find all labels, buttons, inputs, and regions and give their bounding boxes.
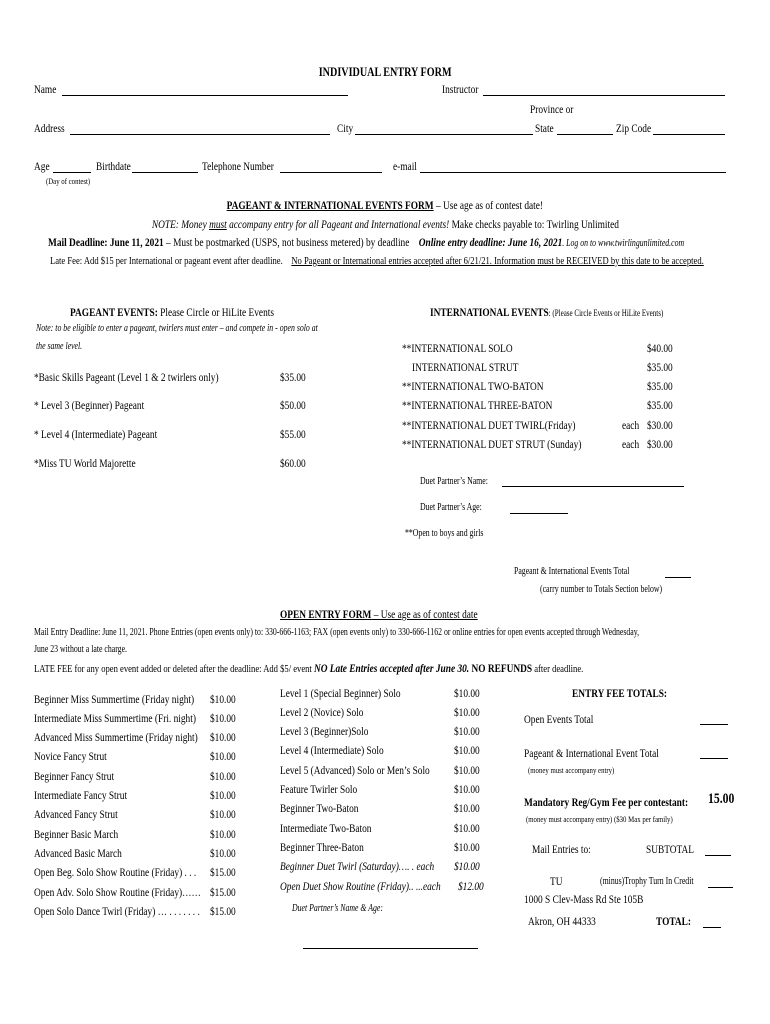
- intl-item-price: $40.00: [647, 341, 673, 355]
- totals-money-note: (money must accompany entry): [528, 766, 615, 775]
- trophy-field[interactable]: [708, 887, 733, 888]
- open-note: **Open to boys and girls: [405, 528, 484, 539]
- open-event-price: $15.00: [210, 904, 236, 918]
- money-note-b: accompany entry for all Pageant and International events!: [226, 217, 449, 231]
- city-label: City: [337, 121, 354, 135]
- no-entries: No Pageant or International entries accepted after 6/21/21. Information must be RECEIVED by this date to be accepted.: [291, 255, 704, 267]
- duet-partner-field[interactable]: [303, 948, 478, 949]
- instructor-field[interactable]: [483, 95, 725, 96]
- intl-item-price: $35.00: [647, 379, 673, 393]
- open-event-name[interactable]: Open Adv. Solo Show Routine (Friday)……: [34, 885, 201, 899]
- trophy-label: (minus)Trophy Turn In Credit: [600, 876, 694, 887]
- open-event-price: $10.00: [210, 769, 236, 783]
- pageant-item-name[interactable]: * Level 3 (Beginner) Pageant: [34, 398, 145, 412]
- open-event-price: $10.00: [454, 705, 480, 719]
- open-late-fee: LATE FEE for any open event added or deleted after the deadline: Add $5/ event: [34, 663, 314, 675]
- mail-deadline-rest: – Must be postmarked (USPS, not business metered) by deadline: [163, 235, 410, 249]
- open-deadline-1: Mail Entry Deadline: June 11, 2021. Phone Entries (open events only) to: 330-666-1163; FAX (open events only) to 330-666-1162 or online entries for open events accepted through Wednesday,: [34, 627, 640, 638]
- intl-item-price: $30.00: [647, 437, 673, 451]
- open-event-price: $10.00: [454, 686, 480, 700]
- open-entry-suffix: – Use age as of contest date: [371, 607, 478, 621]
- pageant-events-suffix: Please Circle or HiLite Events: [157, 305, 275, 319]
- pageant-item-price: $50.00: [280, 398, 306, 412]
- pageant-item-price: $55.00: [280, 427, 306, 441]
- pageant-total-field[interactable]: [700, 758, 728, 759]
- zip-field[interactable]: [653, 134, 725, 135]
- intl-item-each: each: [622, 437, 640, 451]
- subtotal-field[interactable]: [705, 855, 731, 856]
- mail-deadline-line: [48, 235, 684, 250]
- pageant-intl-total-label: Pageant & International Events Total: [514, 566, 630, 577]
- subtotal-label: SUBTOTAL: [646, 842, 694, 856]
- after-deadline: after deadline.: [532, 663, 584, 675]
- open-event-price: $10.00: [454, 801, 480, 815]
- open-event-price: $10.00: [454, 724, 480, 738]
- open-event-name[interactable]: Open Solo Dance Twirl (Friday) … . . . . . . .: [34, 904, 200, 918]
- open-event-name[interactable]: Intermediate Fancy Strut: [34, 788, 128, 802]
- mandatory-amount: 15.00: [708, 791, 735, 807]
- open-event-name[interactable]: Beginner Basic March: [34, 827, 119, 841]
- intl-item-price: $35.00: [647, 398, 673, 412]
- total-field[interactable]: [703, 927, 721, 928]
- duet-name-label: Duet Partner’s Name:: [420, 476, 488, 487]
- age-note: (Day of contest): [46, 177, 91, 186]
- open-event-name[interactable]: Feature Twirler Solo: [280, 782, 358, 796]
- late-fee: Late Fee: Add $15 per International or pageant event after deadline.: [50, 255, 283, 267]
- mail-entries-label: Mail Entries to:: [532, 842, 591, 856]
- pageant-events-title: [70, 305, 274, 320]
- open-event-price: $10.00: [210, 730, 236, 744]
- mandatory-note: (money must accompany entry) ($30 Max per family): [526, 815, 673, 824]
- open-event-price: $10.00: [454, 821, 480, 835]
- open-event-name[interactable]: Beginner Miss Summertime (Friday night): [34, 692, 195, 706]
- open-event-name[interactable]: Open Beg. Solo Show Routine (Friday) . . .: [34, 865, 197, 879]
- money-note-a: NOTE: Money: [151, 217, 209, 231]
- open-event-name[interactable]: Intermediate Two-Baton: [280, 821, 372, 835]
- intl-item-name[interactable]: **INTERNATIONAL SOLO: [402, 341, 513, 355]
- open-event-price: $15.00: [210, 865, 236, 879]
- open-event-price: $10.00: [210, 692, 236, 706]
- no-late-entries: NO Late Entries accepted after June 30.: [313, 661, 470, 675]
- pageant-item-price: $60.00: [280, 456, 306, 470]
- pageant-note-1: Note: to be eligible to enter a pageant, twirlers must enter – and compete in - open solo at: [36, 323, 318, 334]
- telephone-field[interactable]: [280, 172, 382, 173]
- pageant-item-price: $35.00: [280, 370, 306, 384]
- province-label: Province or: [530, 102, 574, 116]
- name-field[interactable]: [62, 95, 348, 96]
- no-refunds: NO REFUNDS: [469, 661, 533, 675]
- open-event-name[interactable]: Beginner Fancy Strut: [34, 769, 115, 783]
- intl-item-price: $35.00: [647, 360, 673, 374]
- birthdate-label: Birthdate: [96, 159, 131, 173]
- open-event-name[interactable]: Beginner Two-Baton: [280, 801, 359, 815]
- open-event-price: $10.00: [454, 743, 480, 757]
- pageant-item-name[interactable]: *Basic Skills Pageant (Level 1 & 2 twirlers only): [34, 370, 219, 384]
- open-event-name[interactable]: Novice Fancy Strut: [34, 749, 107, 763]
- open-event-price: $10.00: [454, 840, 480, 854]
- mail-deadline: Mail Deadline: June 11, 2021: [48, 235, 164, 249]
- totals-title: ENTRY FEE TOTALS:: [572, 686, 668, 700]
- open-deadline-2: June 23 without a late charge.: [34, 644, 128, 655]
- state-field[interactable]: [557, 134, 613, 135]
- duet-show-name[interactable]: Open Duet Show Routine (Friday).. ...each: [280, 879, 441, 893]
- form-title-wrap: [0, 63, 770, 81]
- intl-events-label: INTERNATIONAL EVENTS: [430, 305, 549, 319]
- address-label: Address: [34, 121, 65, 135]
- tu-label: TU: [550, 874, 563, 888]
- intl-item-name[interactable]: INTERNATIONAL STRUT: [412, 360, 519, 374]
- checks-payable: Make checks payable to: Twirling Unlimited: [448, 217, 619, 231]
- intl-events-title: [430, 305, 663, 320]
- pageant-header-title: PAGEANT & INTERNATIONAL EVENTS FORM: [226, 198, 434, 212]
- mail-address-1: 1000 S Clev-Mass Rd Ste 105B: [524, 892, 644, 906]
- pageant-note-2: the same level.: [36, 341, 83, 352]
- open-event-price: $10.00: [210, 788, 236, 802]
- address-field[interactable]: [70, 134, 330, 135]
- open-event-price: $10.00: [210, 711, 236, 725]
- intl-item-price: $30.00: [647, 418, 673, 432]
- open-events-total-label: Open Events Total: [524, 712, 594, 726]
- open-event-price: $10.00: [210, 749, 236, 763]
- open-event-name[interactable]: Level 5 (Advanced) Solo or Men’s Solo: [280, 763, 430, 777]
- pageant-item-name[interactable]: * Level 4 (Intermediate) Pageant: [34, 427, 158, 441]
- pageant-item-name[interactable]: *Miss TU World Majorette: [34, 456, 136, 470]
- open-event-price: $10.00: [454, 782, 480, 796]
- total-note: (carry number to Totals Section below): [540, 584, 663, 595]
- duet-partner-label: Duet Partner’s Name & Age:: [292, 903, 383, 914]
- open-event-name[interactable]: Level 1 (Special Beginner) Solo: [280, 686, 401, 700]
- age-field[interactable]: [53, 172, 91, 173]
- open-late-fee-line: [34, 661, 583, 676]
- open-event-name[interactable]: Advanced Basic March: [34, 846, 122, 860]
- online-deadline: Online entry deadline: June 16, 2021: [418, 235, 563, 249]
- open-event-name[interactable]: Level 2 (Novice) Solo: [280, 705, 364, 719]
- intl-item-name[interactable]: **INTERNATIONAL DUET STRUT (Sunday): [402, 437, 582, 451]
- age-label: Age: [34, 159, 50, 173]
- open-event-name[interactable]: Level 3 (Beginner)Solo: [280, 724, 369, 738]
- open-event-name[interactable]: Beginner Three-Baton: [280, 840, 364, 854]
- pageant-intl-total-field[interactable]: [665, 577, 691, 578]
- late-fee-line: [50, 255, 704, 267]
- money-note-wrap: [0, 215, 770, 233]
- open-event-price: $10.00: [210, 846, 236, 860]
- open-event-name[interactable]: Advanced Miss Summertime (Friday night): [34, 730, 198, 744]
- open-event-price: $10.00: [210, 807, 236, 821]
- form-title: INDIVIDUAL ENTRY FORM: [318, 64, 452, 79]
- pageant-header-wrap: [0, 196, 770, 214]
- intl-item-name[interactable]: **INTERNATIONAL THREE-BATON: [402, 398, 553, 412]
- name-label: Name: [34, 82, 57, 96]
- intl-item-name[interactable]: **INTERNATIONAL TWO-BATON: [402, 379, 544, 393]
- open-event-name[interactable]: Intermediate Miss Summertime (Fri. night): [34, 711, 196, 725]
- pageant-header-suffix: – Use age as of contest date!: [433, 198, 544, 212]
- email-label: e-mail: [393, 159, 417, 173]
- duet-show-price: $12.00: [458, 879, 484, 893]
- state-label: State: [535, 121, 554, 135]
- open-event-price: $10.00: [210, 827, 236, 841]
- intl-item-each: each: [622, 418, 640, 432]
- money-note-must: must: [208, 217, 227, 231]
- zip-label: Zip Code: [616, 121, 652, 135]
- open-event-name[interactable]: Level 4 (Intermediate) Solo: [280, 743, 384, 757]
- email-field[interactable]: [420, 172, 726, 173]
- logon: . Log on to www.twirlingunlimited.com: [562, 238, 685, 249]
- mail-address-2: Akron, OH 44333: [528, 914, 596, 928]
- pageant-total-label: Pageant & International Event Total: [524, 746, 659, 760]
- telephone-label: Telephone Number: [202, 159, 274, 173]
- city-field[interactable]: [355, 134, 533, 135]
- open-event-price: $10.00: [454, 763, 480, 777]
- intl-events-suffix: : (Please Circle Events or HiLite Events): [548, 308, 664, 318]
- duet-name-field[interactable]: [502, 486, 684, 487]
- instructor-label: Instructor: [442, 82, 479, 96]
- open-entry-title-line: [280, 607, 478, 622]
- mandatory-label: Mandatory Reg/Gym Fee per contestant:: [524, 795, 689, 809]
- open-events-total-field[interactable]: [700, 724, 728, 725]
- total-label: TOTAL:: [656, 914, 692, 928]
- duet-twirl-price: $10.00: [454, 859, 480, 873]
- open-event-name[interactable]: Advanced Fancy Strut: [34, 807, 118, 821]
- duet-age-field[interactable]: [510, 513, 568, 514]
- duet-twirl-name[interactable]: Beginner Duet Twirl (Saturday)…. . each: [280, 859, 435, 873]
- duet-age-label: Duet Partner’s Age:: [420, 502, 482, 513]
- open-event-price: $15.00: [210, 885, 236, 899]
- open-entry-title: OPEN ENTRY FORM: [280, 607, 372, 621]
- pageant-events-label: PAGEANT EVENTS:: [70, 305, 158, 319]
- birthdate-field[interactable]: [132, 172, 198, 173]
- intl-item-name[interactable]: **INTERNATIONAL DUET TWIRL(Friday): [402, 418, 576, 432]
